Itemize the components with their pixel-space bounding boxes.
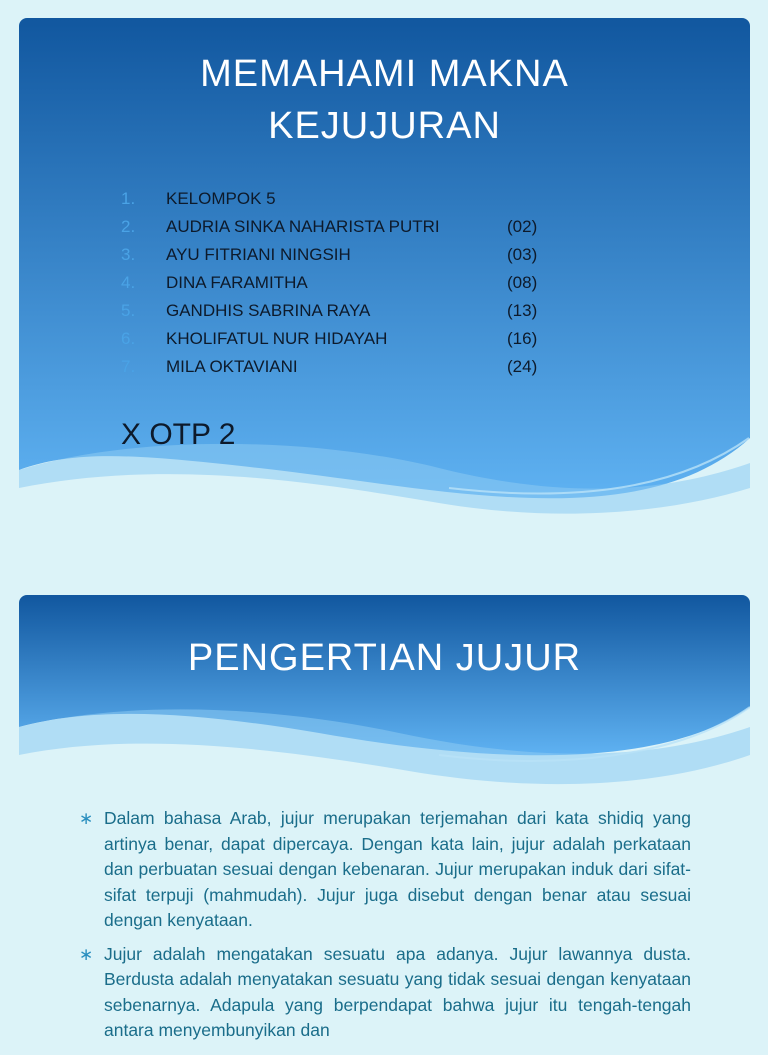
list-number: 5. xyxy=(121,301,136,320)
list-item xyxy=(121,185,561,213)
member-code: (16) xyxy=(507,329,538,348)
member-code: (03) xyxy=(507,245,538,264)
list-number: 2. xyxy=(121,217,136,236)
member-list xyxy=(121,185,561,381)
title-line: KEJUJURAN xyxy=(268,105,501,147)
title-line: MEMAHAMI MAKNA xyxy=(200,53,569,95)
member-code: (08) xyxy=(507,273,538,292)
list-item xyxy=(79,942,691,1044)
member-code: (02) xyxy=(507,217,538,236)
class-label: X OTP 2 xyxy=(121,418,236,451)
member-name: GANDHIS SABRINA RAYA xyxy=(166,301,371,320)
list-item xyxy=(121,269,561,297)
member-name: KHOLIFATUL NUR HIDAYAH xyxy=(166,329,388,348)
member-name: AUDRIA SINKA NAHARISTA PUTRI xyxy=(166,217,440,236)
paragraph-list xyxy=(79,806,691,1052)
list-item xyxy=(121,213,561,241)
list-item xyxy=(79,806,691,934)
member-name: MILA OKTAVIANI xyxy=(166,357,298,376)
list-item xyxy=(121,353,561,381)
member-name: DINA FARAMITHA xyxy=(166,273,308,292)
paragraph-text: Dalam bahasa Arab, jujur merupakan terjemahan dari kata shidiq yang artinya benar, dapat dipercaya. Dengan kata lain, jujur adalah perkataan dan perbuatan sesuai dengan kebenaran. Jujur merupakan induk dari sifat-sifat terpuji (mahmudah). Jujur juga disebut dengan benar atau sesuai dengan kenyataan. xyxy=(104,808,691,930)
bullet-icon: ∗ xyxy=(79,809,94,828)
bullet-icon: ∗ xyxy=(79,944,94,964)
member-code: (13) xyxy=(507,301,538,320)
slide-title: PENGERTIAN JUJUR xyxy=(187,637,582,679)
slide-title xyxy=(19,48,750,152)
list-number: 6. xyxy=(121,329,136,348)
member-code: (24) xyxy=(507,357,538,376)
list-number: 1. xyxy=(121,189,136,208)
slide-banner-background xyxy=(19,595,750,835)
list-item xyxy=(121,325,561,353)
list-number: 4. xyxy=(121,273,136,292)
list-number: 7. xyxy=(121,357,136,376)
member-name: AYU FITRIANI NINGSIH xyxy=(166,245,351,264)
paragraph-text: Jujur adalah mengatakan sesuatu apa adanya. Jujur lawannya dusta. Berdusta adalah menyatakan sesuatu yang tidak sesuai dengan kenyataan sebenarnya. Adapula yang berpendapat bahwa jujur itu tengah-tengah antara menyembunyikan dan xyxy=(104,943,691,1040)
title-slide xyxy=(19,18,750,578)
list-item xyxy=(121,241,561,269)
list-number: 3. xyxy=(121,245,136,264)
list-item xyxy=(121,297,561,325)
member-name: KELOMPOK 5 xyxy=(166,189,276,208)
